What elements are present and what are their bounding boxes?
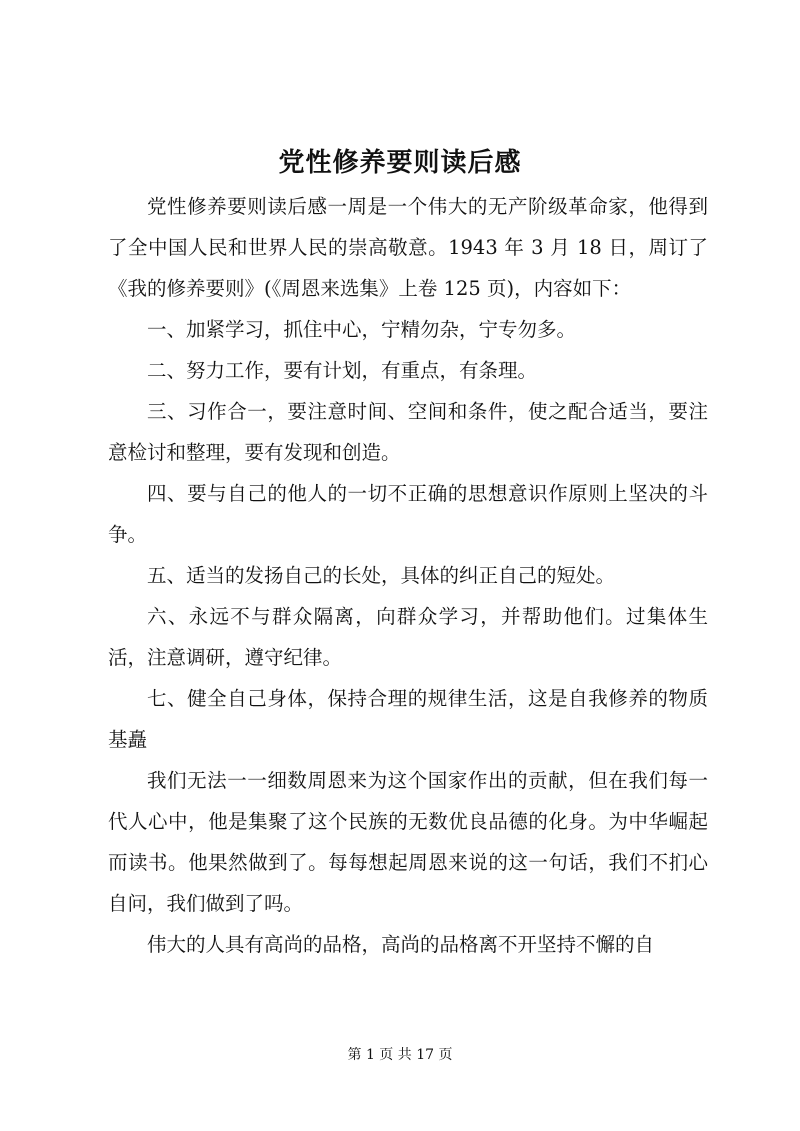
paragraph-rule-6: 六、永远不与群众隔离，向群众学习，并帮助他们。过集体生活，注意调研，遵守纪律。 bbox=[108, 605, 708, 669]
paragraph-rule-7: 七、健全自己身体，保持合理的规律生活，这是自我修养的物质基矗 bbox=[108, 687, 708, 751]
paragraph-continued: 伟大的人具有高尚的品格，高尚的品格离不开坚持不懈的自 bbox=[147, 933, 655, 956]
document-body bbox=[108, 186, 708, 965]
paragraph-rule-1: 一、加紧学习，抓住中心，宁精勿杂，宁专勿多。 bbox=[147, 318, 577, 341]
paragraph-intro: 党性修养要则读后感一周是一个伟大的无产阶级革命家，他得到了全中国人民和世界人民的崇高敬意。1943 年 3 月 18 日，周订了《我的修养要则》(《周恩来选集》上卷 125 页)，内容如下： bbox=[108, 195, 708, 300]
paragraph-rule-5: 五、适当的发扬自己的长处，具体的纠正自己的短处。 bbox=[147, 564, 616, 587]
paragraph-rule-3: 三、习作合一，要注意时间、空间和条件，使之配合适当，要注意检讨和整理，要有发现和创造。 bbox=[108, 400, 708, 464]
paragraph-reflection: 我们无法一一细数周恩来为这个国家作出的贡献，但在我们每一代人心中，他是集聚了这个民族的无数优良品德的化身。为中华崛起而读书。他果然做到了。每每想起周恩来说的这一句话，我们不扪心自问，我们做到了吗。 bbox=[108, 769, 708, 915]
page-footer: 第 1 页 共 17 页 bbox=[347, 1047, 453, 1063]
page-title: 党性修养要则读后感 bbox=[278, 148, 522, 178]
paragraph-rule-4: 四、要与自己的他人的一切不正确的思想意识作原则上坚决的斗争。 bbox=[108, 482, 708, 546]
paragraph-rule-2: 二、努力工作，要有计划，有重点，有条理。 bbox=[147, 359, 538, 382]
